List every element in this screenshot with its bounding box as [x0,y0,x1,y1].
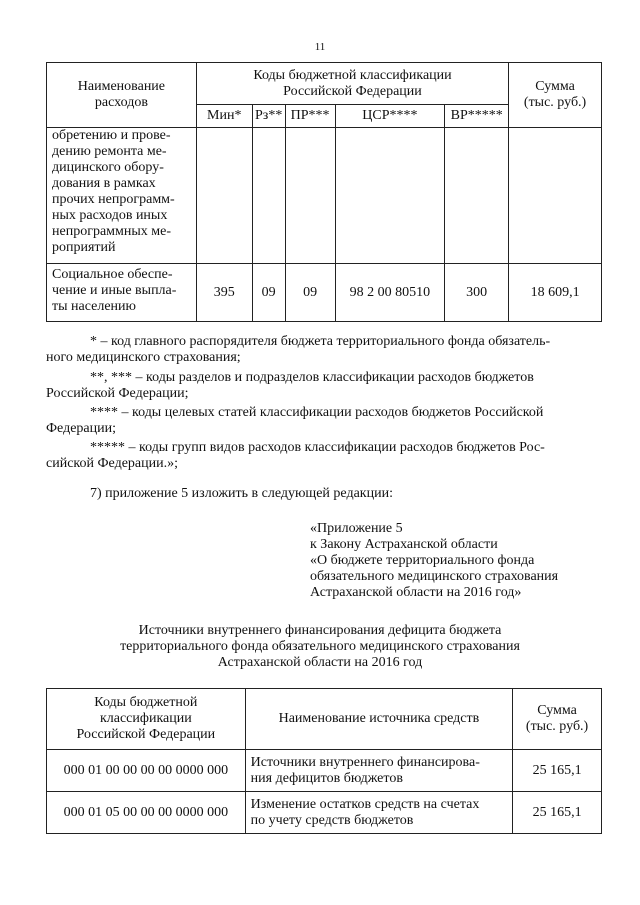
header-codes-line: классификации [99,711,192,726]
header-source: Наименование источника средств [245,689,512,750]
header-vr: ВР***** [445,105,509,128]
cell-source-line: Изменение остатков средств на счетах [250,796,480,812]
page-number: 11 [314,41,326,53]
table2-title-line: Источники внутреннего финансирования дефицита бюджета [138,623,502,638]
cell-vr: 300 [445,264,509,322]
cell-pr [285,128,335,264]
header-sum: Сумма (тыс. руб.) [509,63,602,128]
cell-sum: 18 609,1 [509,264,602,322]
header-min: Мин* [196,105,252,128]
cell-code: 000 01 05 00 00 00 0000 000 [47,792,246,834]
cell-pr: 09 [285,264,335,322]
financing-sources-table [46,688,602,834]
footnote-line: Российской Федерации; [46,386,189,401]
row-name-line: Социальное обеспе- [52,267,173,282]
footnote-line: **, *** – коды разделов и подразделов классификации расходов бюджетов [90,370,534,385]
cell-csr [335,128,445,264]
cell-source-line: по учету средств бюджетов [250,812,414,828]
header-csr: ЦСР**** [335,105,445,128]
table-row [47,264,602,322]
table2-title [0,623,640,671]
cell-vr [445,128,509,264]
appendix-header-line: к Закону Астраханской области [310,537,498,552]
cell-min: 395 [196,264,252,322]
appendix-header-line: Астраханской области на 2016 год» [310,585,522,600]
row-name [47,264,197,322]
row-name-line: непрограммных ме- [52,224,172,239]
header-codes-line: Коды бюджетной [94,695,198,710]
row-name-line: обретению и прове- [52,128,171,143]
cell-rz: 09 [252,264,285,322]
row-name-line: ты населению [52,299,136,314]
footnote-line: **** – коды целевых статей классификации расходов бюджетов Российской [90,405,544,420]
table2-title-line: территориального фонда обязательного медицинского страхования [120,639,520,654]
header-rz: Рз** [252,105,285,128]
footnote [46,440,600,472]
cell-sum: 25 165,1 [513,792,602,834]
appendix-header-line: «Приложение 5 [310,521,403,536]
table-row [47,750,602,792]
row-name-line: дования в рамках [52,176,156,191]
footnote-line: * – код главного распорядителя бюджета территориального фонда обязатель- [90,334,551,349]
cell-code: 000 01 00 00 00 00 0000 000 [47,750,246,792]
cell-source [245,750,512,792]
row-name-line: прочих непрограмм- [52,192,175,207]
cell-source-line: Источники внутреннего финансирова- [250,754,480,770]
cell-source-line: ния дефицитов бюджетов [250,770,403,786]
header-pr: ПР*** [285,105,335,128]
footnote [46,334,600,366]
row-name-line: ных расходов иных [52,208,168,223]
header-codes-line: Российской Федерации [76,727,216,742]
row-name-line: чение и иные выпла- [52,283,177,298]
row-name-line: дению ремонта ме- [52,144,167,159]
cell-min [196,128,252,264]
table-row [47,792,602,834]
header-codes [47,689,246,750]
header-codes-group: Коды бюджетной классификации Российской Федерации [196,63,508,105]
cell-sum [509,128,602,264]
header-sum [513,689,602,750]
footnote [46,405,600,437]
row-name-line: роприятий [52,240,116,255]
table2-title-line: Астраханской области на 2016 год [217,655,423,670]
footnote [46,370,600,402]
appendix-header-line: «О бюджете территориального фонда [310,553,535,568]
row-name [47,128,197,264]
footnote-line: ного медицинского страхования; [46,350,241,365]
appendix-header-line: обязательного медицинского страхования [310,569,559,584]
header-sum-line: (тыс. руб.) [525,719,589,734]
row-name-line: дицинского обору- [52,160,164,175]
expenses-table [46,62,602,322]
table-row [47,128,602,264]
footnote-line: Федерации; [46,421,117,436]
cell-csr: 98 2 00 80510 [335,264,445,322]
cell-source [245,792,512,834]
footnote-line: сийской Федерации.»; [46,456,179,471]
footnote-line: ***** – коды групп видов расходов классификации расходов бюджетов Рос- [90,440,545,455]
cell-sum: 25 165,1 [513,750,602,792]
header-name: Наименование расходов [47,63,197,128]
header-sum-line: Сумма [537,703,577,718]
appendix-header [310,521,558,601]
cell-rz [252,128,285,264]
paragraph-7: 7) приложение 5 изложить в следующей редакции: [90,486,393,501]
